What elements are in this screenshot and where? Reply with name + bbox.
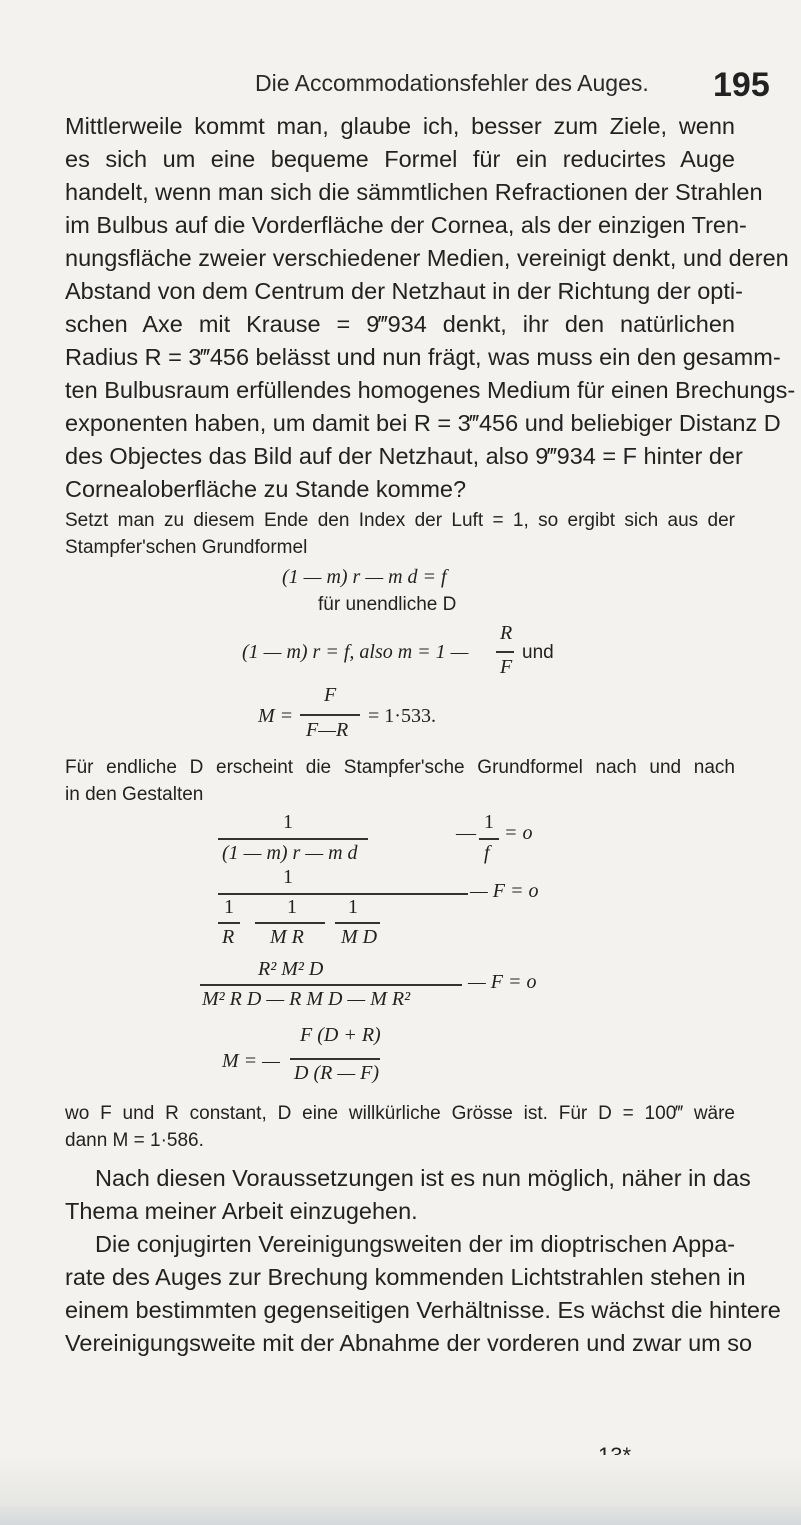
fraction-numerator: R <box>500 622 513 644</box>
small-text-line: Setzt man zu diesem Ende den Index der Luft = 1, so ergibt sich aus der <box>65 510 735 531</box>
formula-grundformel: (1 — m) r — m d = f <box>282 566 447 588</box>
text-line: Mittlerweile kommt man, glaube ich, besser zum Ziele, wenn <box>65 113 735 139</box>
fraction-bar <box>300 714 360 716</box>
formula-conjunction: und <box>522 642 554 663</box>
fraction-bar <box>218 893 468 895</box>
fraction-bar <box>200 984 462 986</box>
fraction-bar <box>218 922 240 924</box>
paragraph-1 <box>65 110 796 506</box>
formula-equals-zero: = o <box>504 822 533 844</box>
formula-m: (1 — m) r = f, also m = 1 — <box>242 641 469 663</box>
fraction-denominator: f <box>484 842 490 864</box>
text-line: exponenten haben, um damit bei R = 3‴456 und beliebiger Distanz D <box>65 410 781 436</box>
fraction-numerator: 1 <box>484 811 494 833</box>
text-line: nungsfläche zweier verschiedener Medien, vereinigt denkt, und deren <box>65 245 789 271</box>
fraction-numerator: F (D + R) <box>300 1024 381 1046</box>
fraction-denominator: (1 — m) r — m d <box>222 842 358 864</box>
sub-fraction-denominator: M R <box>270 926 304 948</box>
text-line: des Objectes das Bild auf der Netzhaut, also 9‴934 = F hinter der <box>65 443 743 469</box>
small-text-line: dann M = 1·586. <box>65 1130 204 1151</box>
fraction-bar <box>335 922 380 924</box>
fraction-denominator: F <box>500 656 513 678</box>
fraction-denominator: F—R <box>306 719 349 741</box>
text-line: es sich um eine bequeme Formel für ein reducirtes Auge <box>65 146 735 172</box>
text-line: Radius R = 3‴456 belässt und nun frägt, was muss ein den gesamm- <box>65 344 781 370</box>
text-line: ten Bulbusraum erfüllendes homogenes Medium für einen Brechungs- <box>65 377 796 403</box>
small-text-line: Stampfer'schen Grundformel <box>65 537 308 558</box>
fraction-bar <box>496 651 514 653</box>
fraction-numerator: F <box>324 684 337 706</box>
text-line: Abstand von dem Centrum der Netzhaut in der Richtung der opti- <box>65 278 743 304</box>
small-text-line: Für endliche D erscheint die Stampfer'sche Grundformel nach und nach <box>65 757 735 778</box>
paragraph-2 <box>65 1162 781 1360</box>
sub-fraction-numerator: 1 <box>287 896 297 918</box>
formula-value: = 1·533. <box>368 705 436 727</box>
fraction-denominator: M² R D — R M D — M R² <box>202 988 411 1010</box>
running-title: Die Accommodationsfehler des Auges. <box>255 70 649 96</box>
text-line: Nach diesen Voraussetzungen ist es nun möglich, näher in das <box>95 1165 751 1191</box>
text-line: Die conjugirten Vereinigungsweiten der im dioptrischen Appa- <box>95 1231 736 1257</box>
formula-M-label: M = <box>258 705 294 727</box>
sub-fraction-numerator: 1 <box>224 896 234 918</box>
formula-equals-zero: — F = o <box>468 971 537 993</box>
sub-fraction-denominator: R <box>222 926 235 948</box>
fraction-numerator: R² M² D <box>258 958 324 980</box>
sub-fraction-numerator: 1 <box>348 896 358 918</box>
text-line: Thema meiner Arbeit einzugehen. <box>65 1198 418 1224</box>
formula-caption: für unendliche D <box>318 594 457 615</box>
fraction-bar <box>255 922 325 924</box>
text-line: rate des Auges zur Brechung kommenden Lichtstrahlen stehen in <box>65 1264 746 1290</box>
page-edge-shadow <box>0 1455 801 1525</box>
fraction-bar <box>479 838 499 840</box>
formula-M-label: M = — <box>222 1050 280 1072</box>
text-line: schen Axe mit Krause = 9‴934 denkt, ihr den natürlichen <box>65 311 735 337</box>
small-text-line: in den Gestalten <box>65 784 204 805</box>
fraction-bar <box>218 838 368 840</box>
text-line: handelt, wenn man sich die sämmtlichen Refractionen der Strahlen <box>65 179 763 205</box>
small-text-line: wo F und R constant, D eine willkürliche Grösse ist. Für D = 100‴ wäre <box>65 1103 735 1124</box>
sub-fraction-denominator: M D <box>341 926 378 948</box>
page-number: 195 <box>713 66 770 104</box>
fraction-numerator: 1 <box>283 866 293 888</box>
text-line: im Bulbus auf die Vorderfläche der Cornea, als der einzigen Tren- <box>65 212 747 238</box>
text-line: einem bestimmten gegenseitigen Verhältnisse. Es wächst die hintere <box>65 1297 781 1323</box>
formula-equals-zero: — F = o <box>470 880 539 902</box>
text-line: Vereinigungsweite mit der Abnahme der vorderen und zwar um so <box>65 1330 753 1356</box>
minus-sign: — <box>456 822 476 844</box>
fraction-bar <box>290 1058 380 1060</box>
text-line: Cornealoberfläche zu Stande komme? <box>65 476 467 502</box>
fraction-denominator: D (R — F) <box>294 1062 379 1084</box>
fraction-numerator: 1 <box>283 811 293 833</box>
